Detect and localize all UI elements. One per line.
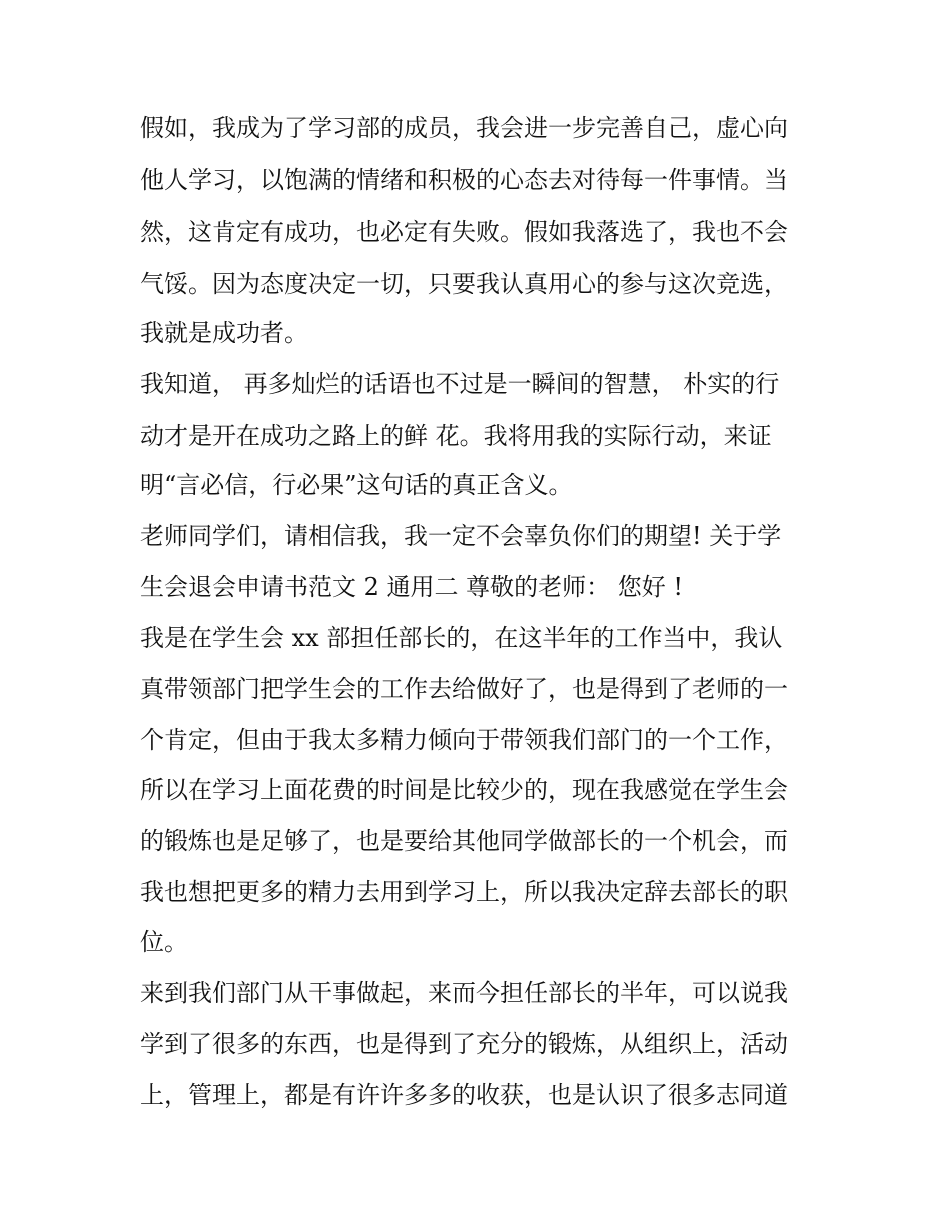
text-line: 明“言必信，行必果”这句话的真正含义。 [140,471,573,499]
text-line: 上，管理上，都是有许许多多的收获，也是认识了很多志同道 [140,1081,788,1109]
text-line: 老师同学们，请相信我，我一定不会辜负你们的期望! 关于学 [140,522,782,550]
text-line: 生会退会申请书范文 2 通用二 尊敬的老师： 您好 ! [140,573,684,601]
text-line: 我就是成功者。 [140,319,308,347]
text-line: 学到了很多的东西，也是得到了充分的锻炼，从组织上，活动 [140,1030,788,1058]
text-line: 他人学习，以饱满的情绪和积极的心态去对待每一件事情。当 [140,166,788,194]
text-line: 所以在学习上面花费的时间是比较少的，现在我感觉在学生会 [140,776,788,804]
text-line: 我知道， 再多灿烂的话语也不过是一瞬间的智慧， 朴实的行 [140,370,780,398]
text-line: 我是在学生会 xx 部担任部长的，在这半年的工作当中，我认 [140,624,783,652]
text-line: 来到我们部门从干事做起，来而今担任部长的半年，可以说我 [140,979,788,1007]
text-line: 位。 [140,928,188,956]
text-line: 假如，我成为了学习部的成员，我会进一步完善自己，虚心向 [140,114,788,142]
text-line: 气馁。因为态度决定一切，只要我认真用心的参与这次竞选， [140,270,788,298]
text-line: 然，这肯定有成功，也必定有失败。假如我落选了，我也不会 [140,218,788,246]
text-line: 真带领部门把学生会的工作去给做好了，也是得到了老师的一 [140,675,788,703]
text-line: 动才是开在成功之路上的鲜 花。我将用我的实际行动，来证 [140,422,772,450]
text-line: 我也想把更多的精力去用到学习上，所以我决定辞去部长的职 [140,878,788,906]
text-line: 个肯定，但由于我太多精力倾向于带领我们部门的一个工作， [140,726,788,754]
text-line: 的锻炼也是足够了，也是要给其他同学做部长的一个机会，而 [140,827,788,855]
